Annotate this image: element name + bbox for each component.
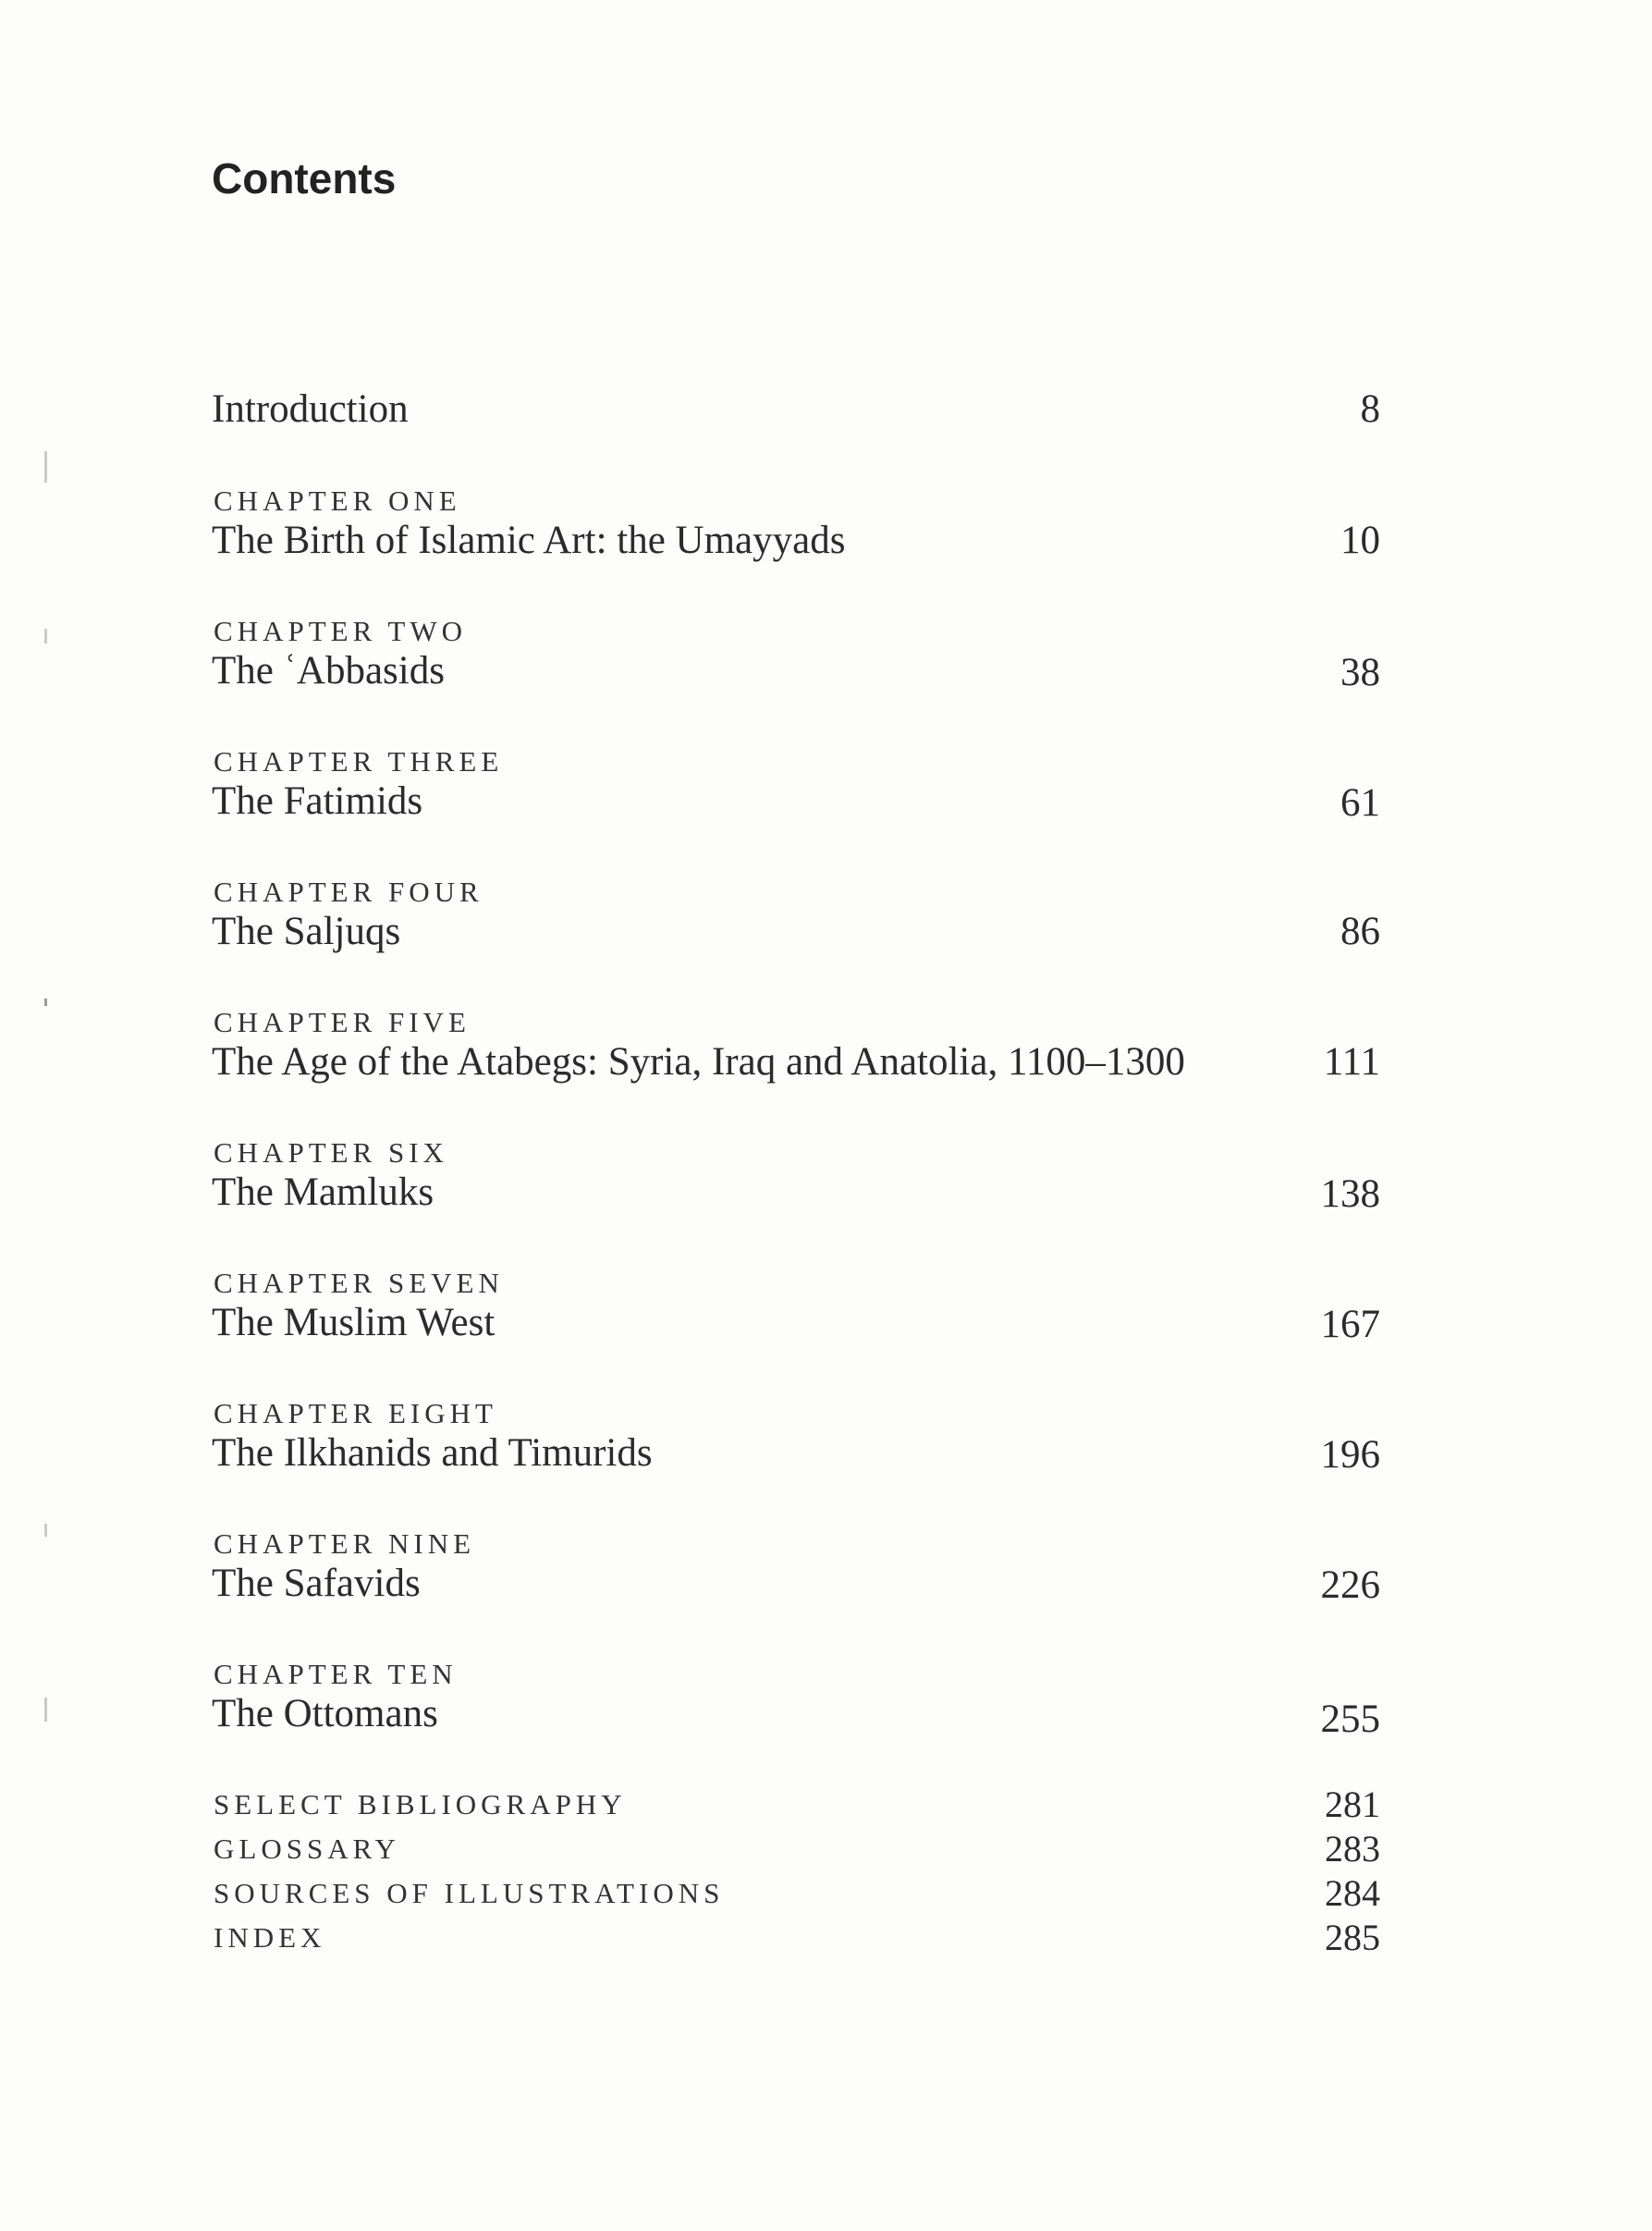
chapter-title: The Birth of Islamic Art: the Umayyads [212,519,846,562]
chapter-label: CHAPTER EIGHT [214,1397,497,1429]
toc-entry-introduction[interactable] [212,386,1380,442]
page-number: 196 [1320,1433,1380,1477]
scan-mark [44,629,47,644]
backmatter-label: INDEX [214,1921,326,1954]
scan-mark [44,1524,47,1537]
backmatter-label: SOURCES OF ILLUSTRATIONS [214,1877,725,1909]
toc-entry-chapter-3[interactable] [212,745,1380,828]
backmatter-label: GLOSSARY [214,1833,400,1865]
page-number: 86 [1340,910,1380,953]
backmatter-label: SELECT BIBLIOGRAPHY [214,1788,627,1820]
scan-mark [44,1698,47,1722]
page-number: 61 [1340,781,1380,825]
chapter-title: The Fatimids [212,779,423,823]
chapter-title: The Ilkhanids and Timurids [212,1431,653,1475]
chapter-label: CHAPTER TEN [214,1658,458,1690]
chapter-label: CHAPTER FIVE [214,1006,471,1038]
chapter-label: CHAPTER SIX [214,1136,448,1169]
chapter-title: The Safavids [212,1562,421,1605]
page-number: 283 [1325,1828,1380,1869]
chapter-label: CHAPTER ONE [214,484,461,517]
chapter-label: CHAPTER TWO [214,615,468,647]
page-title: Contents [212,154,397,202]
chapter-title: The Age of the Atabegs: Syria, Iraq and Anatolia, 1100–1300 [212,1040,1185,1084]
page-number: 284 [1325,1872,1380,1914]
page-number: 138 [1320,1172,1380,1216]
chapter-title: The Mamluks [212,1171,434,1214]
page-number: 167 [1320,1303,1380,1346]
toc-entry-index[interactable] [212,1919,1380,1962]
toc-entry-chapter-8[interactable] [212,1397,1380,1480]
page-number: 38 [1340,651,1380,694]
chapter-label: CHAPTER NINE [214,1527,476,1560]
page-number: 285 [1325,1917,1380,1958]
chapter-title: The ʿAbbasids [212,649,445,693]
page-number: 111 [1323,1040,1380,1084]
chapter-label: CHAPTER FOUR [214,876,483,908]
page-number: 281 [1325,1784,1380,1825]
toc-entry-chapter-7[interactable] [212,1267,1380,1350]
chapter-label: CHAPTER SEVEN [214,1267,504,1299]
chapter-label: CHAPTER THREE [214,745,504,778]
toc-entry-chapter-5[interactable] [212,1006,1380,1089]
chapter-title: The Ottomans [212,1692,438,1735]
chapter-title: The Muslim West [212,1301,496,1344]
page-number: 255 [1320,1698,1380,1741]
page-number: 226 [1320,1563,1380,1607]
toc-entry-chapter-6[interactable] [212,1136,1380,1220]
toc-entry-chapter-9[interactable] [212,1527,1380,1611]
scan-mark [44,999,47,1006]
toc-entry-chapter-2[interactable] [212,615,1380,698]
toc-entry-chapter-10[interactable] [212,1658,1380,1747]
scan-mark [44,451,47,483]
toc-entry-chapter-4[interactable] [212,876,1380,959]
toc-entry-chapter-1[interactable] [212,484,1380,568]
page-number: 10 [1340,519,1380,562]
entry-title: Introduction [212,387,409,431]
toc-entry-sources-of-illustrations[interactable] [212,1872,1380,1918]
chapter-title: The Saljuqs [212,910,401,953]
page-number: 8 [1360,387,1380,431]
toc-entry-glossary[interactable] [212,1828,1380,1873]
toc-entry-bibliography[interactable] [212,1786,1380,1829]
